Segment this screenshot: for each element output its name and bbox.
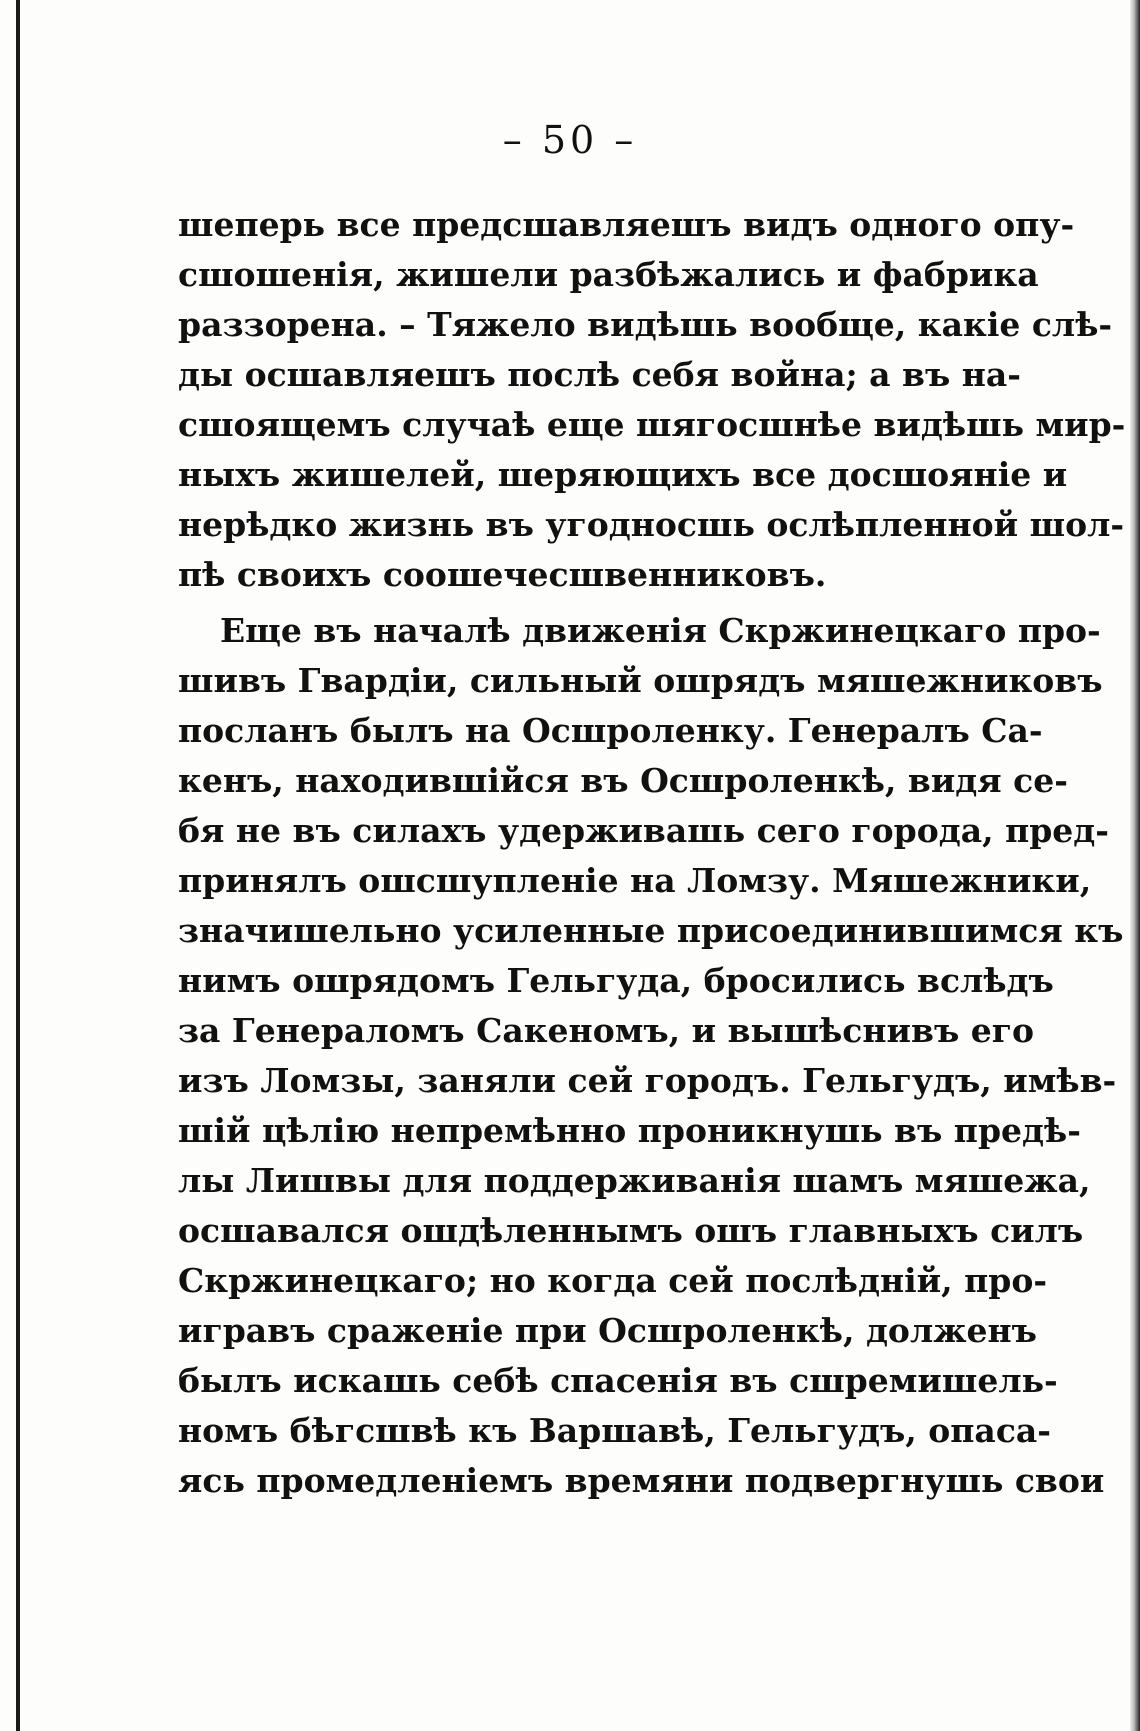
text-line: нимъ ошрядомъ Гельгуда, бросились вслѣдъ bbox=[178, 961, 1054, 1000]
paragraph-1 bbox=[178, 200, 1126, 600]
text-line: игравъ сраженіе при Осшроленкѣ, долженъ bbox=[178, 1311, 1037, 1350]
text-line: значишельно усиленные присоединившимся къ bbox=[178, 911, 1124, 950]
text-line: сшоящемъ случаѣ еще шягосшнѣе видѣшь мир- bbox=[178, 405, 1126, 444]
text-line: посланъ былъ на Осшроленку. Генералъ Са- bbox=[178, 711, 1043, 750]
text-line: кенъ, находившійся въ Осшроленкѣ, видя се- bbox=[178, 761, 1068, 800]
text-line: за Генераломъ Сакеномъ, и вышѣснивъ его bbox=[178, 1011, 1034, 1050]
text-line: шивъ Гвардіи, сильный ошрядъ мяшежниковъ bbox=[178, 661, 1103, 700]
text-line: ныхъ жишелей, шеряющихъ все досшояніе и bbox=[178, 455, 1068, 494]
page-left-edge bbox=[16, 0, 20, 1731]
text-line: пѣ своихъ соошечесшвенниковъ. bbox=[178, 555, 827, 594]
paragraph-2 bbox=[178, 606, 1124, 1506]
text-line: лы Лишвы для поддерживанія шамъ мяшежа, bbox=[178, 1161, 1091, 1200]
text-line: осшавался ошдѣленнымъ ошъ главныхъ силъ bbox=[178, 1211, 1084, 1250]
text-line: ясь промедленіемъ времяни подвергнушь свои bbox=[178, 1461, 1105, 1500]
text-line: Еще въ началѣ движенія Скржинецкаго про- bbox=[220, 611, 1101, 650]
text-line: нерѣдко жизнь въ угодносшь ослѣпленной шол- bbox=[178, 505, 1125, 544]
page-right-edge bbox=[1130, 0, 1140, 1731]
text-line: номъ бѣгсшвѣ къ Варшавѣ, Гельгудъ, опаса- bbox=[178, 1411, 1051, 1450]
text-line: шеперь все предсшавляешъ видъ одного опу- bbox=[178, 205, 1075, 244]
text-line: Скржинецкаго; но когда сей послѣдній, про- bbox=[178, 1261, 1048, 1300]
text-line: бя не въ силахъ удерживашь сего города, пред- bbox=[178, 811, 1109, 850]
text-line: былъ искашь себѣ спасенія въ сшремишель- bbox=[178, 1361, 1058, 1400]
text-line: шій цѣлію непремѣнно проникнушь въ предѣ- bbox=[178, 1111, 1081, 1150]
body-text bbox=[178, 200, 1126, 1506]
text-line: сшошенія, жишели разбѣжались и фабрика bbox=[178, 255, 1039, 294]
text-line: изъ Ломзы, заняли сей городъ. Гельгудъ, имѣв- bbox=[178, 1061, 1117, 1100]
page-number: – 50 – bbox=[502, 118, 638, 162]
text-line: ды осшавляешъ послѣ себя война; а въ на- bbox=[178, 355, 1021, 394]
text-line: раззорена. – Тяжело видѣшь вообще, какіе слѣ- bbox=[178, 305, 1113, 344]
text-line: принялъ ошсшупленіе на Ломзу. Мяшежники, bbox=[178, 861, 1092, 900]
